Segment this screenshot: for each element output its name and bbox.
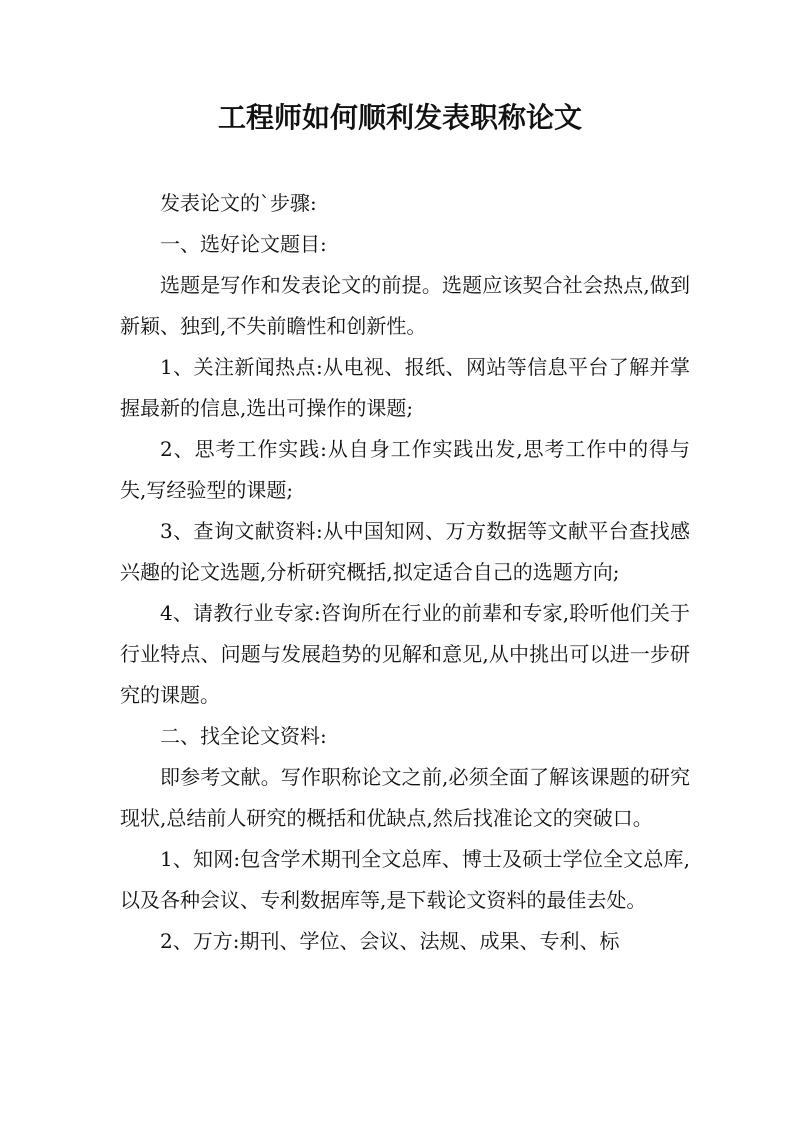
document-title: 工程师如何顺利发表职称论文	[217, 101, 582, 134]
list-item-literature-search: 3、查询文献资料:从中国知网、万方数据等文献平台查找感兴趣的论文选题,分析研究概括,拟定适合自己的选题方向;	[120, 519, 690, 584]
list-item-work-practice: 2、思考工作实践:从自身工作实践出发,思考工作中的得与失,写经验型的课题;	[120, 437, 690, 502]
list-item-cnki: 1、知网:包含学术期刊全文总库、博士及硕士学位全文总库,以及各种会议、专利数据库等,是下载论文资料的最佳去处。	[120, 847, 690, 912]
paragraph-topic-premise: 选题是写作和发表论文的前提。选题应该契合社会热点,做到新颖、独到,不失前瞻性和创新性。	[120, 273, 690, 338]
document-body	[120, 183, 690, 962]
heading-choose-topic: 一、选好论文题目:	[160, 232, 327, 256]
list-item-consult-experts: 4、请教行业专家:咨询所在行业的前辈和专家,聆听他们关于行业特点、问题与发展趋势的见解和意见,从中挑出可以进一步研究的课题。	[120, 601, 690, 707]
paragraph-steps-intro: 发表论文的`步骤:	[160, 191, 317, 215]
heading-find-materials: 二、找全论文资料:	[160, 724, 327, 748]
list-item-news-hotspots: 1、关注新闻热点:从电视、报纸、网站等信息平台了解并掌握最新的信息,选出可操作的课题;	[120, 355, 690, 420]
list-item-wanfang: 2、万方:期刊、学位、会议、法规、成果、专利、标	[160, 929, 620, 953]
paragraph-references: 即参考文献。写作职称论文之前,必须全面了解该课题的研究现状,总结前人研究的概括和优缺点,然后找准论文的突破口。	[120, 765, 690, 830]
